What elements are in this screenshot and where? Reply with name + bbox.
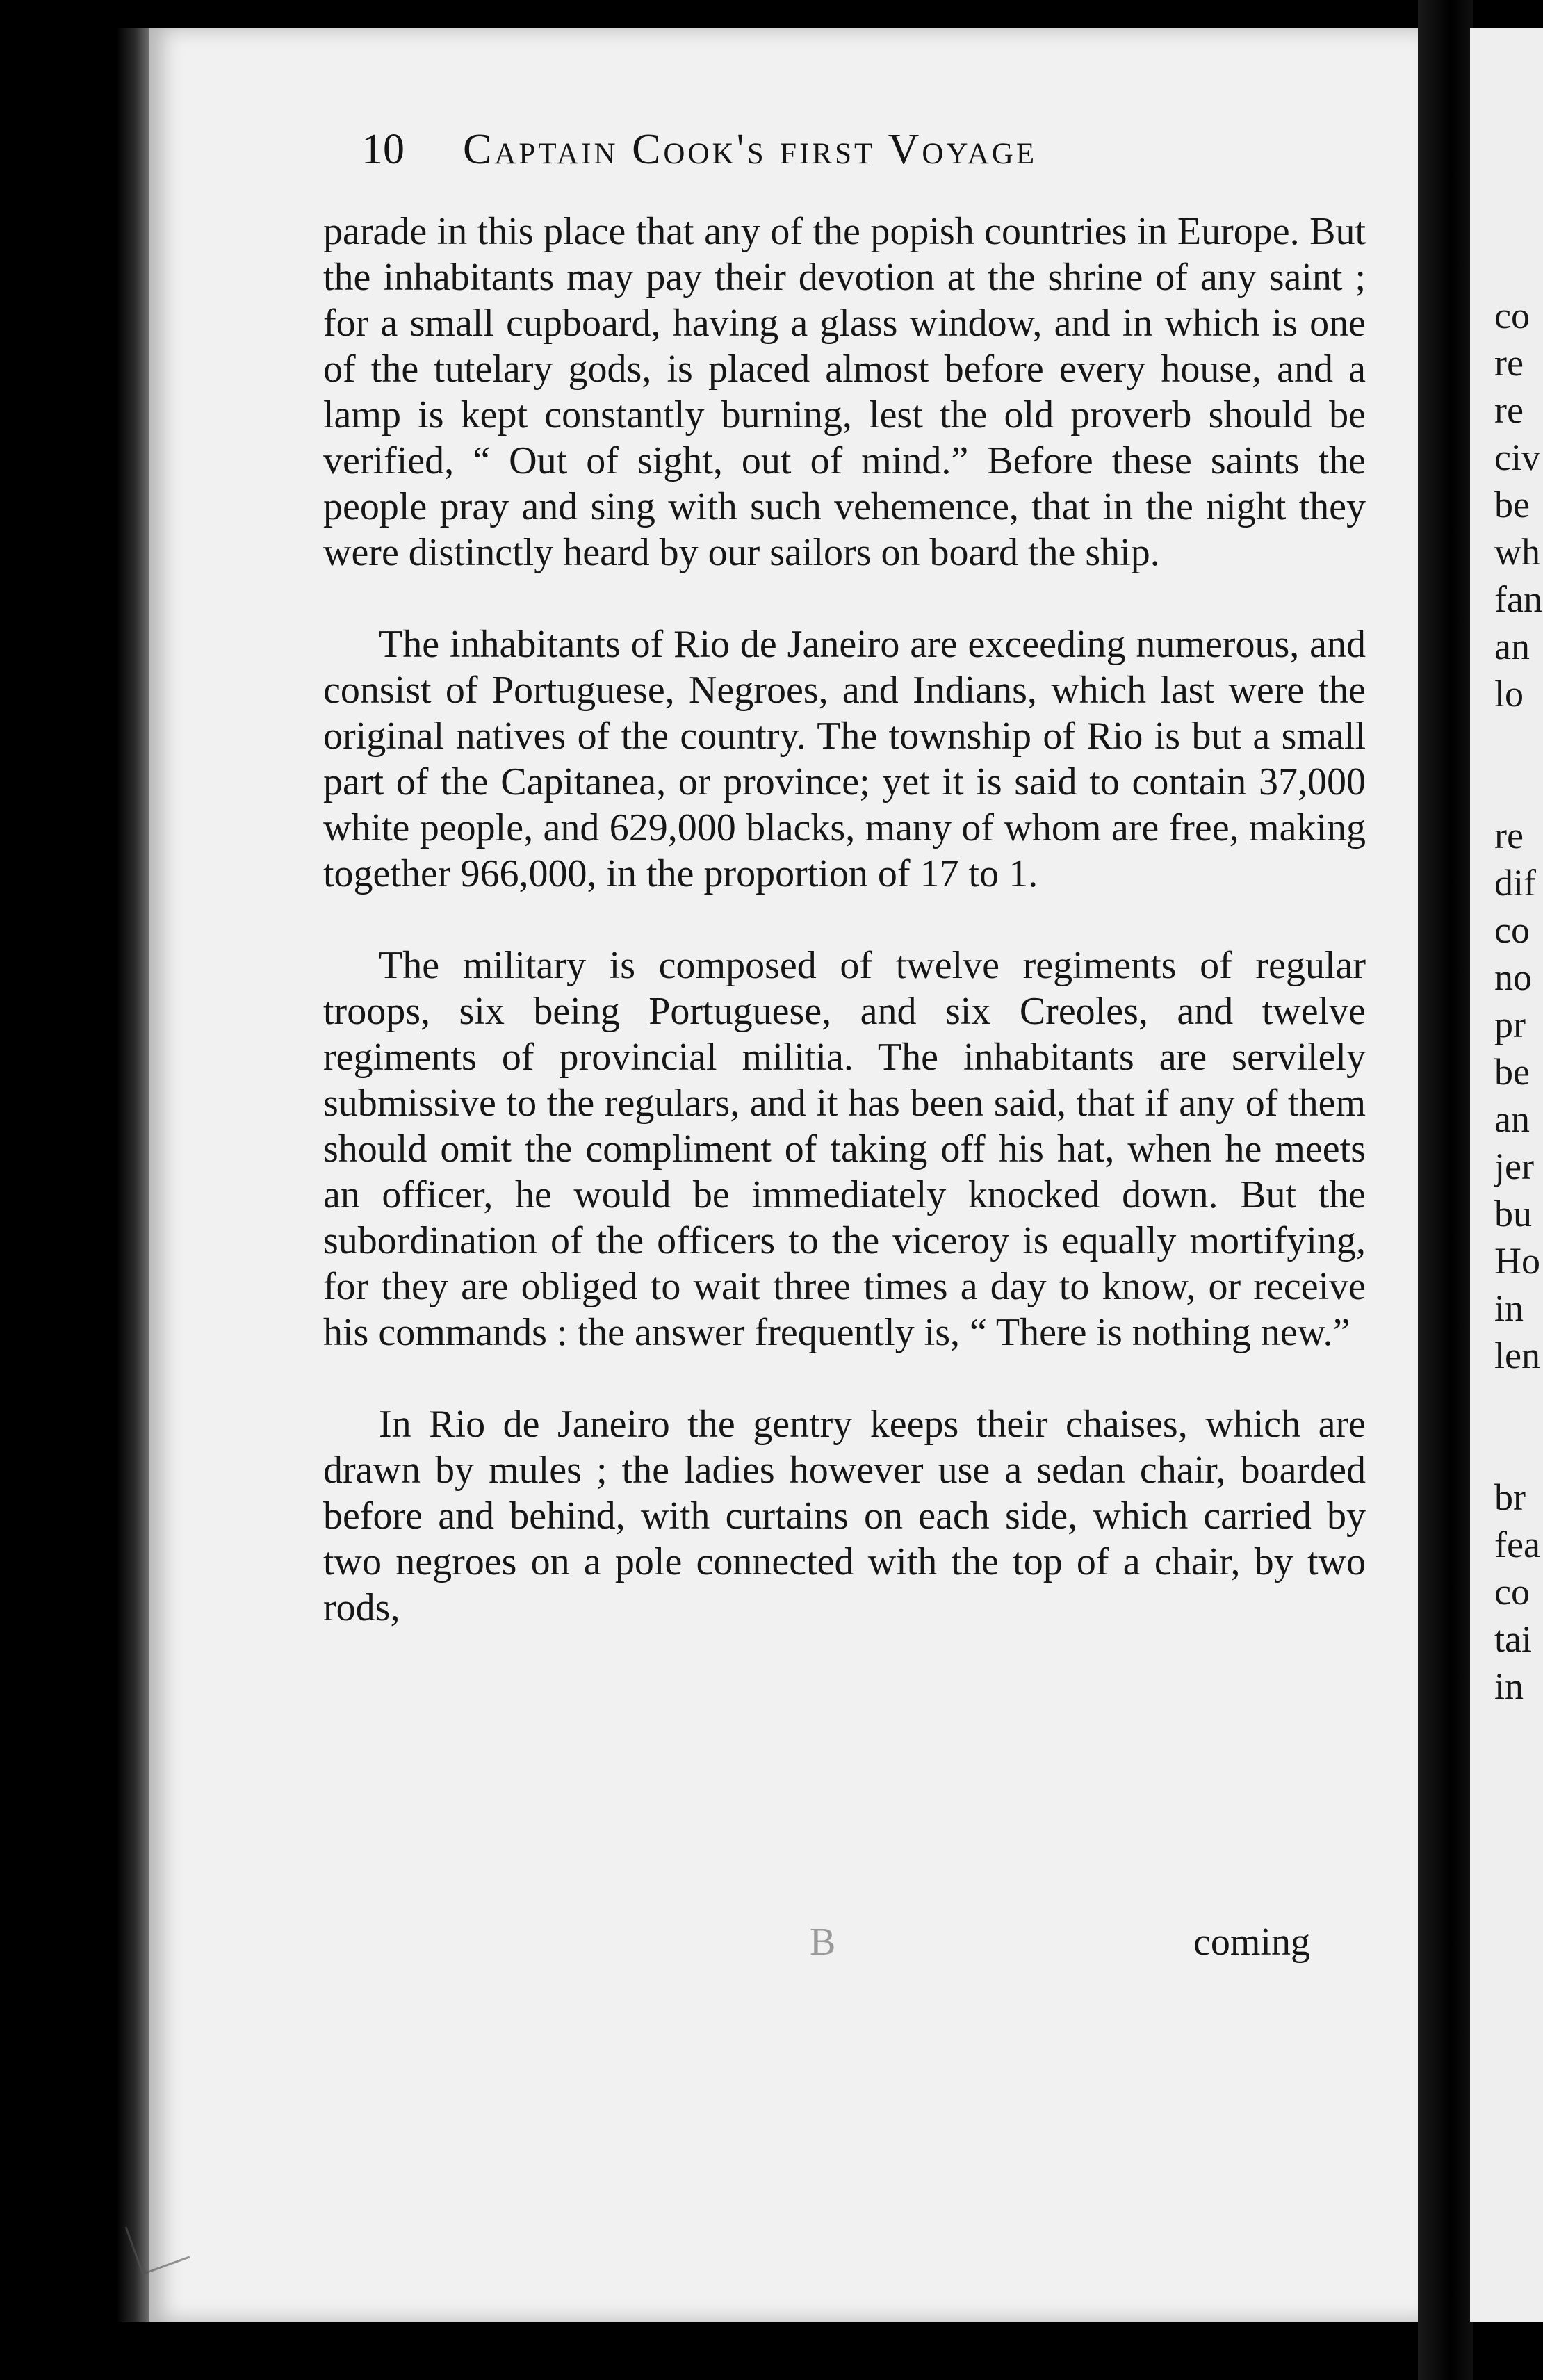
facing-line: civ	[1494, 437, 1540, 478]
paragraph-4: In Rio de Janeiro the gentry keeps their chaises, which are drawn by mules ; the ladies however use a sedan chair, boarded before and behind, with curtains on each side, which carried by two negroes on a pole connected with the top of a chair, by two rods,	[323, 1403, 1366, 1629]
facing-line: in	[1494, 1665, 1524, 1707]
facing-gap	[1494, 765, 1543, 812]
facing-line: jer	[1494, 1146, 1534, 1187]
page-gutter	[1418, 0, 1473, 2380]
body-text	[323, 209, 1366, 1677]
facing-gap	[1494, 717, 1543, 765]
facing-line: Ho	[1494, 1240, 1540, 1282]
paragraph-1: parade in this place that any of the popish countries in Europe. But the inhabitants may pay their devotion at the shrine of any saint ; for a small cupboard, having a glass window, and in which is one of the tutelary gods, is placed almost before every house, and a lamp is kept constantly burning, lest the old proverb should be verified, “ Out of sight, out of mind.” Before these saints the people pray and sing with such vehemence, that in the night they were distinctly heard by our sailors on board the ship.	[323, 210, 1366, 574]
facing-line: wh	[1494, 531, 1540, 573]
facing-line: no	[1494, 956, 1532, 998]
running-title: Captain Cook's first Voyage	[463, 126, 1038, 173]
facing-line: len	[1494, 1335, 1540, 1376]
facing-line: re	[1494, 342, 1524, 384]
paragraph-2: The inhabitants of Rio de Janeiro are exceeding numerous, and consist of Portuguese, Negroes, and Indians, which last were the original natives of the country. The township of Rio is but a small part of the Capitanea, or province; yet it is said to contain 37,000 white people, and 629,000 blacks, many of whom are free, making together 966,000, in the proportion of 17 to 1.	[323, 623, 1366, 895]
facing-line: pr	[1494, 1004, 1526, 1045]
facing-line: re	[1494, 815, 1524, 856]
facing-line: in	[1494, 1287, 1524, 1329]
facing-page-text	[1494, 292, 1543, 1710]
facing-line: an	[1494, 1098, 1530, 1140]
facing-line: fea	[1494, 1524, 1540, 1565]
signature-mark: B	[810, 1921, 836, 1964]
facing-gap	[1494, 1426, 1543, 1474]
facing-line: an	[1494, 626, 1530, 667]
facing-gap	[1494, 1379, 1543, 1426]
facing-line: be	[1494, 1051, 1530, 1093]
facing-line: co	[1494, 1571, 1530, 1613]
facing-line: tai	[1494, 1618, 1532, 1660]
facing-line: re	[1494, 389, 1524, 431]
facing-line: co	[1494, 909, 1530, 951]
facing-line: co	[1494, 295, 1530, 336]
facing-line: fan	[1494, 578, 1542, 620]
page-number: 10	[361, 126, 405, 173]
running-head	[361, 125, 1334, 202]
facing-line: bu	[1494, 1193, 1532, 1234]
facing-line: lo	[1494, 673, 1524, 715]
facing-line: dif	[1494, 862, 1536, 904]
facing-line: be	[1494, 484, 1530, 525]
catchword: coming	[1193, 1921, 1310, 1964]
paragraph-3: The military is composed of twelve regiments of regular troops, six being Portuguese, and six Creoles, and twelve regiments of provincial militia. The inhabitants are servilely submissive to the regulars, and it has been said, that if any of them should omit the compliment of taking off his hat, when he meets an officer, he would be immediately knocked down. But the subordination of the officers to the viceroy is equally mortifying, for they are obliged to wait three times a day to know, or receive his commands : the answer frequently is, “ There is nothing new.”	[323, 944, 1366, 1354]
facing-line: br	[1494, 1476, 1526, 1518]
